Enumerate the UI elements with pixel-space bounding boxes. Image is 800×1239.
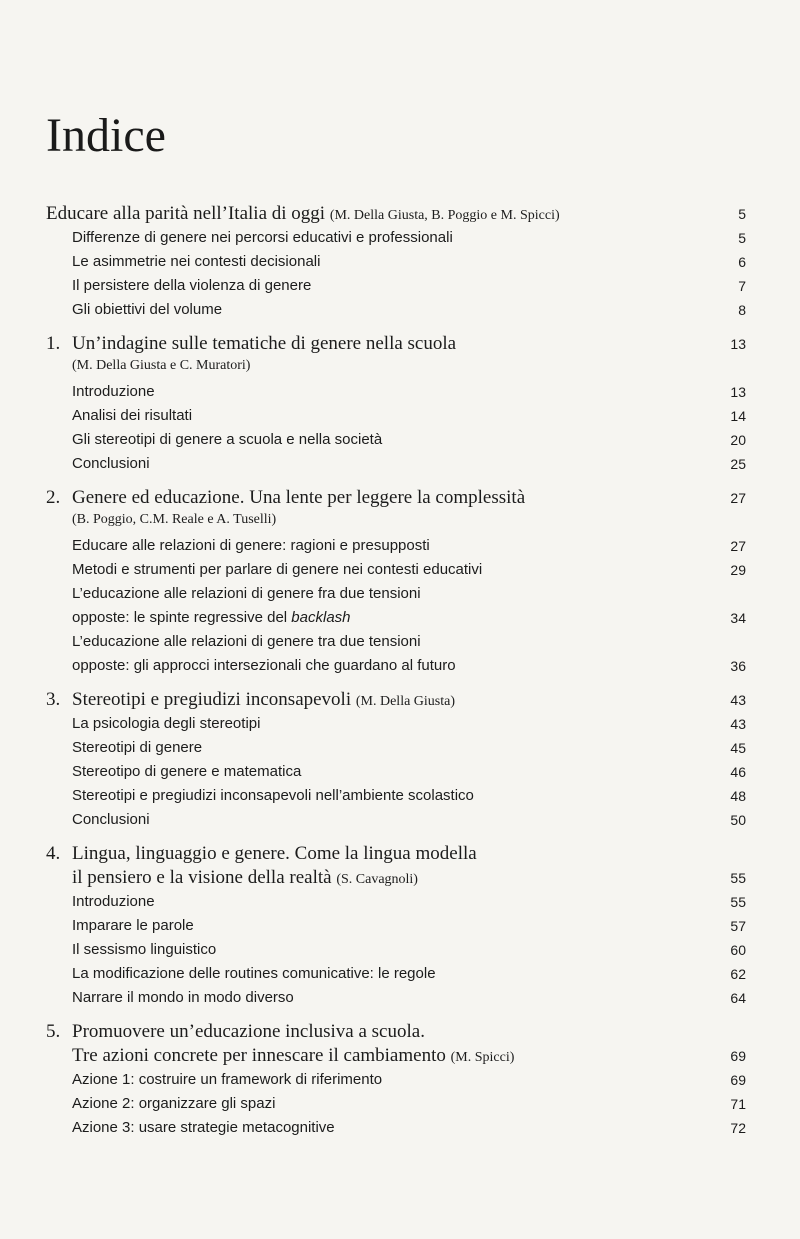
toc-entry[interactable] (46, 380, 746, 404)
entry-label-part: opposte: le spinte regressive del (72, 609, 292, 626)
page-number: 13 (730, 336, 746, 352)
toc-chapter-4-heading-continued[interactable] (46, 866, 746, 890)
toc-chapter-2-heading[interactable] (46, 486, 746, 510)
page-number: 34 (730, 610, 746, 626)
page-number: 43 (730, 716, 746, 732)
toc-chapter-1-heading[interactable] (46, 332, 746, 356)
chapter-authors-line (46, 510, 746, 534)
entry-label: La psicologia degli stereotipi (72, 715, 261, 732)
toc-chapter-4-heading[interactable] (46, 842, 746, 866)
page-number: 7 (738, 278, 746, 294)
entry-label: Gli stereotipi di genere a scuola e nella società (72, 431, 383, 448)
toc-entry[interactable] (46, 760, 746, 784)
toc-intro-heading[interactable] (46, 202, 746, 226)
entry-label-italic: backlash (291, 609, 351, 626)
entry-label-continued: opposte: gli approcci intersezionali che guardano al futuro (72, 657, 456, 674)
page-number: 50 (730, 812, 746, 828)
entry-label: Il persistere della violenza di genere (72, 277, 312, 294)
toc-entry[interactable] (46, 404, 746, 428)
intro-authors: (M. Della Giusta, B. Poggio e M. Spicci) (329, 208, 560, 223)
chapter-title: Un’indagine sulle tematiche di genere nella scuola (72, 333, 457, 354)
toc-entry[interactable] (46, 1092, 746, 1116)
page-number: 48 (730, 788, 746, 804)
chapter-authors: (S. Cavagnoli) (336, 872, 418, 887)
entry-label-continued (72, 609, 351, 626)
entry-label: Imparare le parole (72, 917, 194, 934)
toc-entry[interactable] (46, 784, 746, 808)
entry-label: Stereotipi e pregiudizi inconsapevoli nell’ambiente scolastico (72, 787, 474, 804)
chapter-title-continued: il pensiero e la visione della realtà (72, 867, 332, 888)
page-number: 20 (730, 432, 746, 448)
entry-label: Introduzione (72, 893, 155, 910)
toc-entry[interactable] (46, 808, 746, 832)
entry-label: Metodi e strumenti per parlare di genere nei contesti educativi (72, 561, 483, 578)
chapter-title-continued: Tre azioni concrete per innescare il cambiamento (72, 1045, 446, 1066)
toc-entry[interactable] (46, 582, 746, 606)
page-number: 57 (730, 918, 746, 934)
entry-label: Analisi dei risultati (72, 407, 193, 424)
page-number: 55 (730, 894, 746, 910)
toc-entry[interactable] (46, 736, 746, 760)
toc-entry-continuation[interactable] (46, 654, 746, 678)
toc-entry[interactable] (46, 274, 746, 298)
entry-label: Il sessismo linguistico (72, 941, 217, 958)
chapter-number: 5. (46, 1021, 61, 1042)
toc-entry[interactable] (46, 298, 746, 322)
entry-label: Azione 2: organizzare gli spazi (72, 1095, 276, 1112)
page-number: 69 (730, 1048, 746, 1064)
chapter-number: 3. (46, 689, 61, 710)
page-number: 5 (738, 230, 746, 246)
entry-label: Conclusioni (72, 455, 150, 472)
toc-chapter-5-heading[interactable] (46, 1020, 746, 1044)
entry-label: Differenze di genere nei percorsi educativi e professionali (72, 229, 453, 246)
chapter-title: Stereotipi e pregiudizi inconsapevoli (72, 689, 352, 710)
entry-label: Educare alle relazioni di genere: ragioni e presupposti (72, 537, 430, 554)
toc-entry[interactable] (46, 1068, 746, 1092)
page-number: 72 (730, 1120, 746, 1136)
page-number: 5 (738, 206, 746, 222)
chapter-title: Promuovere un’educazione inclusiva a scuola. (72, 1021, 425, 1042)
entry-label: Stereotipo di genere e matematica (72, 763, 302, 780)
page-number: 8 (738, 302, 746, 318)
page-title: Indice (46, 109, 166, 162)
toc-entry[interactable] (46, 558, 746, 582)
toc-entry-continuation[interactable] (46, 606, 746, 630)
table-of-contents (46, 202, 746, 1140)
intro-title: Educare alla parità nell’Italia di oggi (46, 203, 326, 224)
entry-label: L’educazione alle relazioni di genere fra due tensioni (72, 585, 421, 602)
page-number: 29 (730, 562, 746, 578)
chapter-title: Genere ed educazione. Una lente per leggere la complessità (72, 487, 526, 508)
toc-chapter-3-heading[interactable] (46, 688, 746, 712)
toc-entry[interactable] (46, 938, 746, 962)
entry-label: Azione 3: usare strategie metacognitive (72, 1119, 335, 1136)
page-number: 13 (730, 384, 746, 400)
page-number: 69 (730, 1072, 746, 1088)
chapter-authors: (M. Spicci) (450, 1050, 515, 1065)
entry-label: Narrare il mondo in modo diverso (72, 989, 294, 1006)
page-number: 46 (730, 764, 746, 780)
entry-label: La modificazione delle routines comunicative: le regole (72, 965, 436, 982)
entry-label: Le asimmetrie nei contesti decisionali (72, 253, 321, 270)
chapter-number: 4. (46, 843, 61, 864)
chapter-authors: (M. Della Giusta) (355, 694, 456, 709)
page-number: 62 (730, 966, 746, 982)
page-number: 64 (730, 990, 746, 1006)
page-number: 27 (730, 538, 746, 554)
toc-chapter-5-heading-continued[interactable] (46, 1044, 746, 1068)
page-number: 45 (730, 740, 746, 756)
chapter-number: 2. (46, 487, 61, 508)
page-number: 25 (730, 456, 746, 472)
toc-entry[interactable] (46, 250, 746, 274)
toc-entry[interactable] (46, 452, 746, 476)
toc-entry[interactable] (46, 1116, 746, 1140)
toc-entry[interactable] (46, 890, 746, 914)
page-number: 14 (730, 408, 746, 424)
chapter-number: 1. (46, 333, 61, 354)
toc-entry[interactable] (46, 962, 746, 986)
chapter-authors: (M. Della Giusta e C. Muratori) (72, 358, 251, 373)
entry-label: Gli obiettivi del volume (72, 301, 223, 318)
page-number: 60 (730, 942, 746, 958)
page-number: 36 (730, 658, 746, 674)
toc-entry[interactable] (46, 630, 746, 654)
toc-entry[interactable] (46, 914, 746, 938)
chapter-authors-line (46, 356, 746, 380)
page-number: 27 (730, 490, 746, 506)
entry-label: L’educazione alle relazioni di genere tra due tensioni (72, 633, 421, 650)
entry-label: Conclusioni (72, 811, 150, 828)
toc-entry[interactable] (46, 986, 746, 1010)
page-number: 43 (730, 692, 746, 708)
entry-label: Introduzione (72, 383, 155, 400)
page-number: 55 (730, 870, 746, 886)
entry-label: Stereotipi di genere (72, 739, 203, 756)
chapter-authors: (B. Poggio, C.M. Reale e A. Tuselli) (72, 512, 277, 527)
page-number: 71 (730, 1096, 746, 1112)
toc-entry[interactable] (46, 226, 746, 250)
page-number: 6 (738, 254, 746, 270)
toc-entry[interactable] (46, 712, 746, 736)
entry-label: Azione 1: costruire un framework di riferimento (72, 1071, 383, 1088)
toc-entry[interactable] (46, 534, 746, 558)
chapter-title: Lingua, linguaggio e genere. Come la lingua modella (72, 843, 477, 864)
toc-entry[interactable] (46, 428, 746, 452)
